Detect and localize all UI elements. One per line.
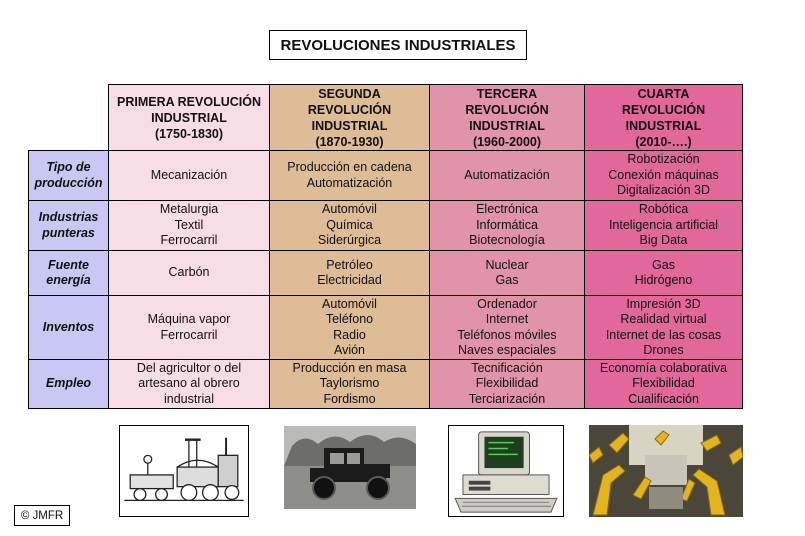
table-cell: Producción en cadena Automatización bbox=[270, 151, 430, 201]
table-row bbox=[29, 251, 743, 296]
row-label-industrias-punteras: Industrias punteras bbox=[29, 201, 109, 251]
table-cell: Economía colaborativa Flexibilidad Cualificación bbox=[585, 360, 743, 409]
table-cell: Tecnificación Flexibilidad Terciarización bbox=[430, 360, 585, 409]
empty-corner bbox=[29, 85, 109, 151]
table-cell: Metalurgia Textil Ferrocarril bbox=[109, 201, 270, 251]
table-cell: Ordenador Internet Teléfonos móviles Naves espaciales bbox=[430, 296, 585, 360]
table-cell: Automóvil Química Siderúrgica bbox=[270, 201, 430, 251]
table-cell: Impresión 3D Realidad virtual Internet de las cosas Drones bbox=[585, 296, 743, 360]
table-row bbox=[29, 151, 743, 201]
table-cell: Del agricultor o del artesano al obrero industrial bbox=[109, 360, 270, 409]
robotic-assembly-line-drawing bbox=[589, 425, 743, 517]
table-cell: Producción en masa Taylorismo Fordismo bbox=[270, 360, 430, 409]
column-header-primera: PRIMERA REVOLUCIÓN INDUSTRIAL (1750-1830) bbox=[109, 85, 270, 151]
page-title: REVOLUCIONES INDUSTRIALES bbox=[269, 30, 527, 60]
revolutions-table bbox=[28, 84, 743, 409]
table-cell: Robotización Conexión máquinas Digitalización 3D bbox=[585, 151, 743, 201]
table-row bbox=[29, 360, 743, 409]
column-header-cuarta: CUARTA REVOLUCIÓN INDUSTRIAL (2010-….) bbox=[585, 85, 743, 151]
steam-locomotive-drawing bbox=[120, 426, 248, 516]
row-label-inventos: Inventos bbox=[29, 296, 109, 360]
table-cell: Automóvil Teléfono Radio Avión bbox=[270, 296, 430, 360]
row-label-fuente-energia: Fuente energía bbox=[29, 251, 109, 296]
table-row bbox=[29, 201, 743, 251]
table-cell: Nuclear Gas bbox=[430, 251, 585, 296]
table-cell: Carbón bbox=[109, 251, 270, 296]
row-label-tipo-produccion: Tipo de producción bbox=[29, 151, 109, 201]
personal-computer-drawing bbox=[449, 426, 563, 516]
column-header-segunda: SEGUNDA REVOLUCIÓN INDUSTRIAL (1870-1930) bbox=[270, 85, 430, 151]
robotic-assembly-line-image bbox=[589, 425, 743, 517]
table-cell: Robótica Inteligencia artificial Big Data bbox=[585, 201, 743, 251]
personal-computer-image bbox=[448, 425, 564, 517]
copyright-label: © JMFR bbox=[14, 505, 70, 526]
table-row bbox=[29, 296, 743, 360]
vintage-car-image bbox=[284, 426, 416, 509]
table-cell: Automatización bbox=[430, 151, 585, 201]
vintage-car-drawing bbox=[284, 426, 416, 509]
steam-locomotive-image bbox=[119, 425, 249, 517]
table-cell: Mecanización bbox=[109, 151, 270, 201]
column-header-tercera: TERCERA REVOLUCIÓN INDUSTRIAL (1960-2000) bbox=[430, 85, 585, 151]
row-label-empleo: Empleo bbox=[29, 360, 109, 409]
table-cell: Gas Hidrógeno bbox=[585, 251, 743, 296]
table-cell: Electrónica Informática Biotecnología bbox=[430, 201, 585, 251]
table-cell: Petróleo Electricidad bbox=[270, 251, 430, 296]
table-cell: Máquina vapor Ferrocarril bbox=[109, 296, 270, 360]
header-row bbox=[29, 85, 743, 151]
